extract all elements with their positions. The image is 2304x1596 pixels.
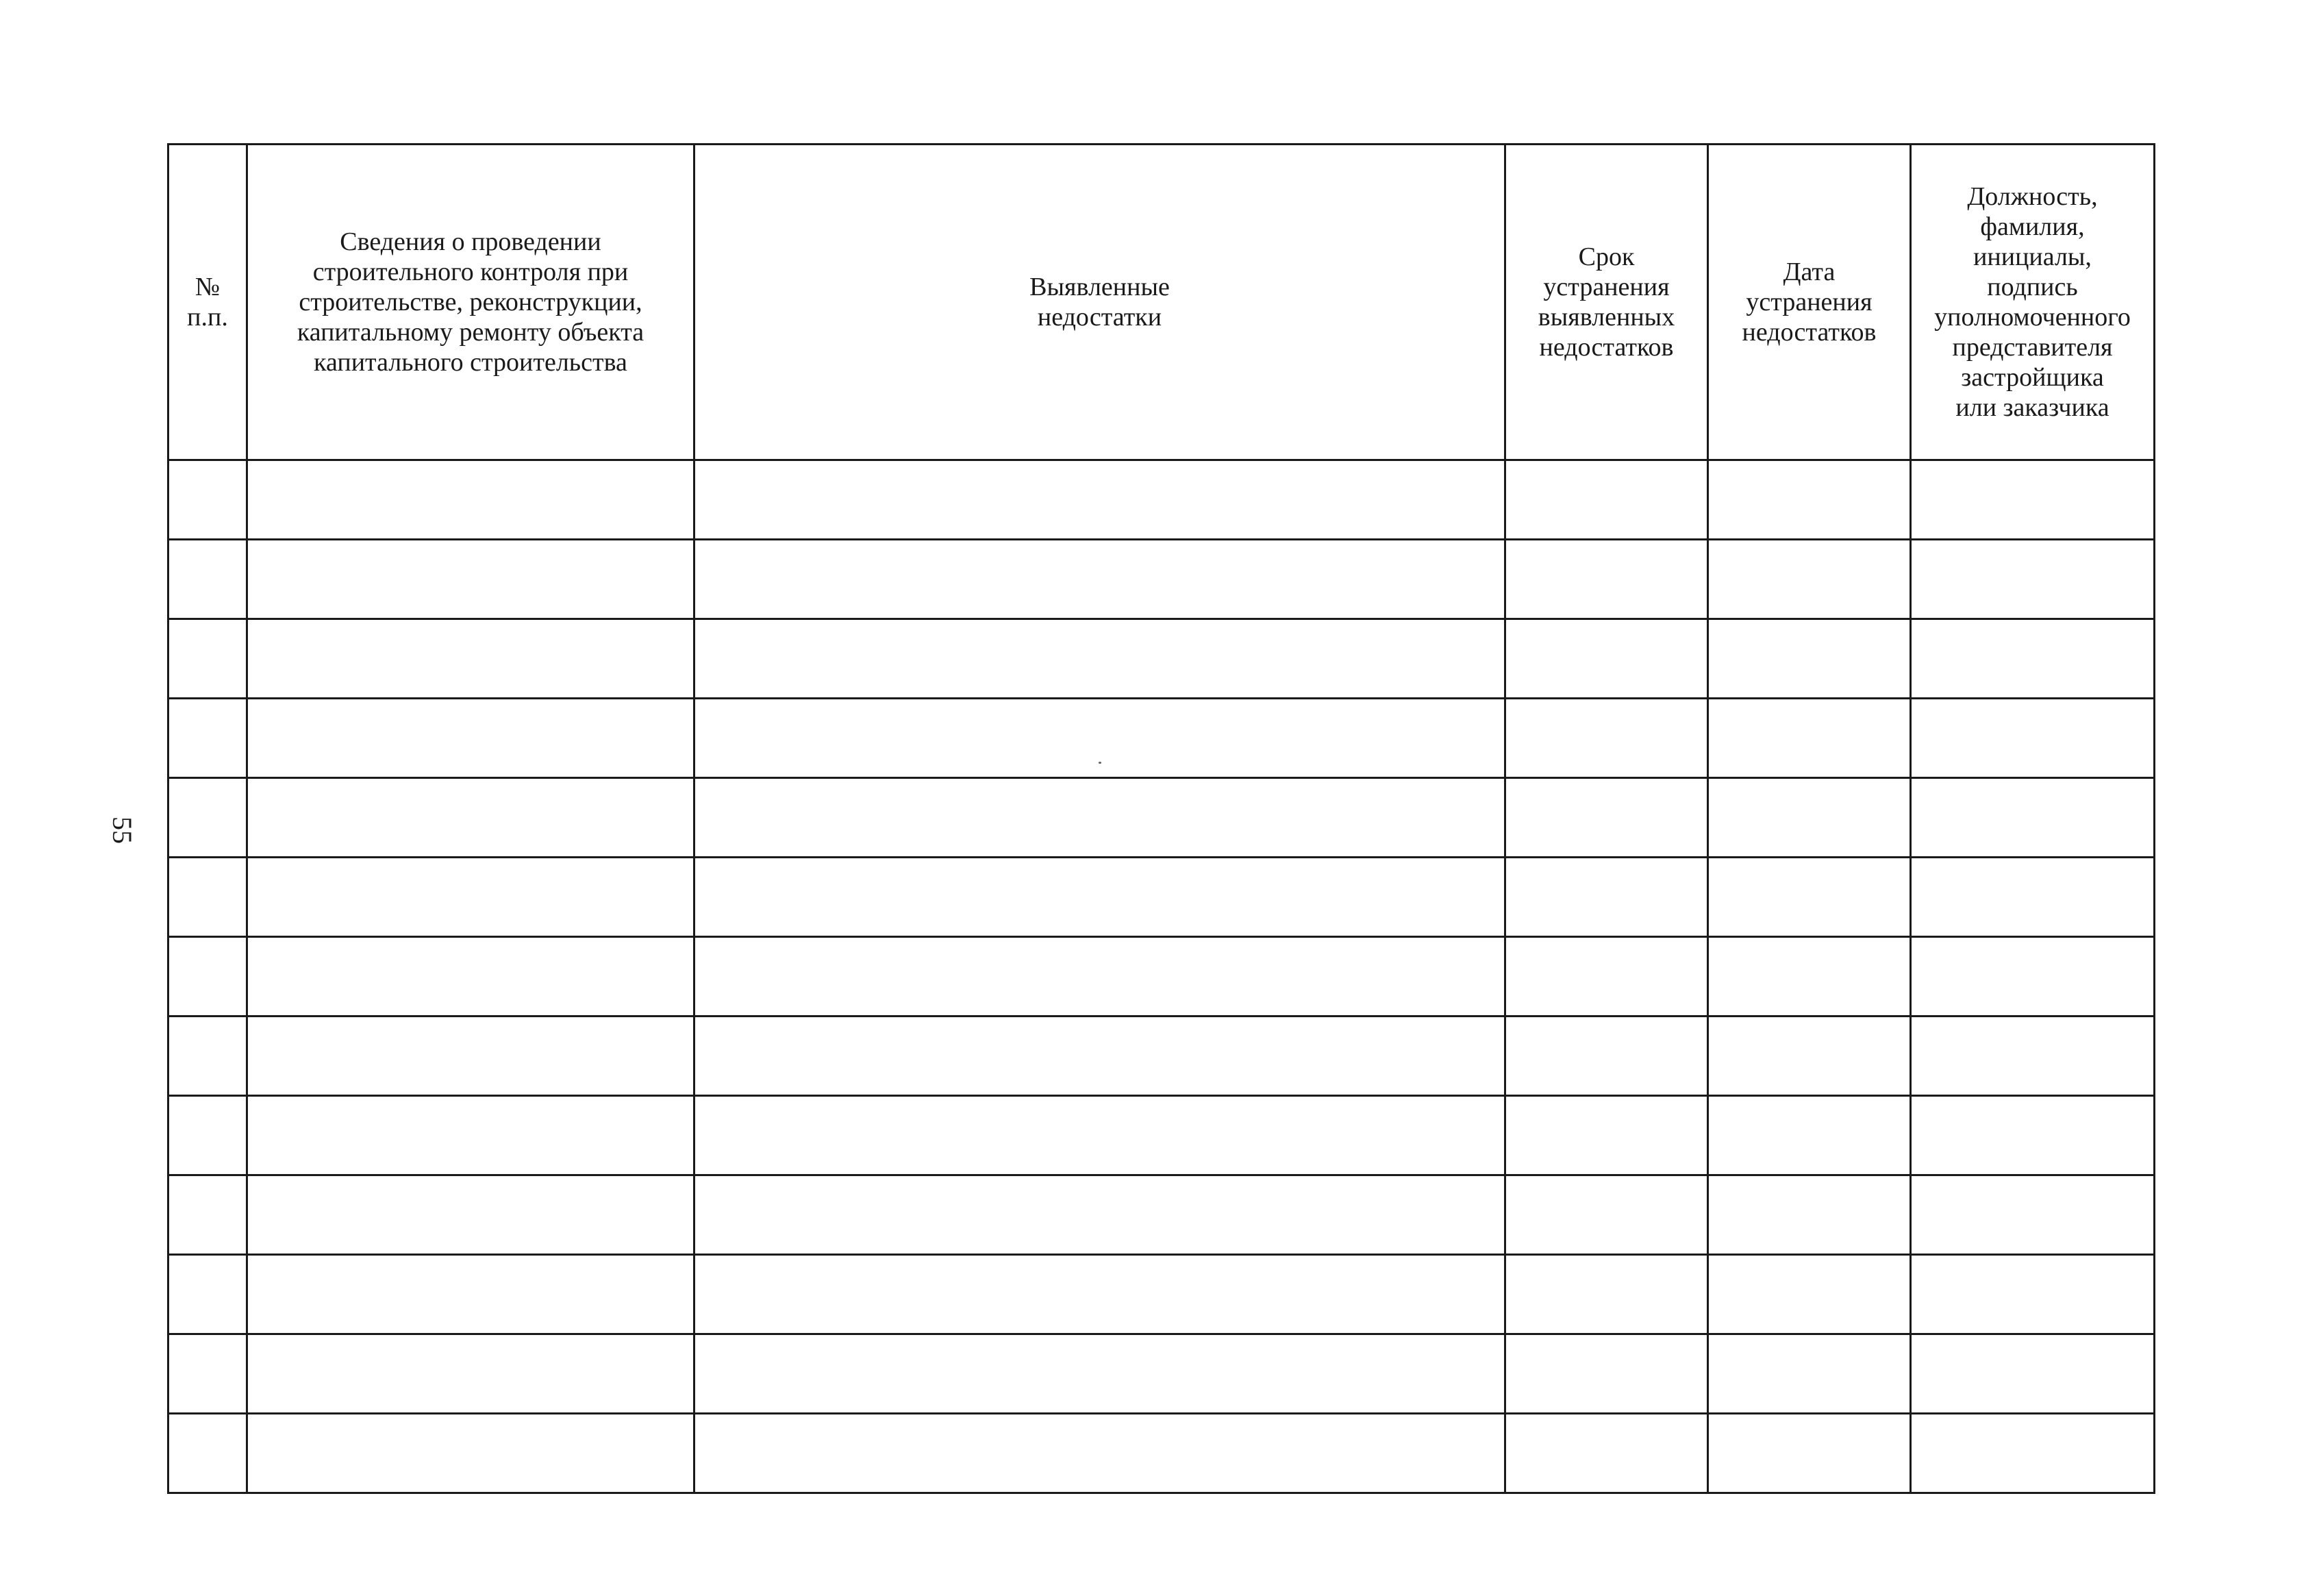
table-cell (168, 1334, 247, 1414)
table-cell (1708, 540, 1911, 619)
table-cell (1505, 1096, 1708, 1175)
table-body (168, 460, 2155, 1493)
table-cell (247, 858, 694, 937)
table-row (168, 937, 2155, 1017)
table-row (168, 1334, 2155, 1414)
table-cell (1505, 460, 1708, 540)
table-cell (1911, 1414, 2155, 1493)
table-cell (1708, 937, 1911, 1017)
header-elimination-date: Дата устранения недостатков (1708, 145, 1911, 460)
table-cell (1708, 1334, 1911, 1414)
table-cell (1708, 1255, 1911, 1334)
header-elimination-deadline: Срок устранения выявленных недостатков (1505, 145, 1708, 460)
table-cell (694, 1017, 1505, 1096)
table-cell (168, 1096, 247, 1175)
table-cell (1505, 937, 1708, 1017)
table-row (168, 1017, 2155, 1096)
table-cell (1505, 699, 1708, 778)
table-cell (694, 619, 1505, 699)
table-cell (247, 1255, 694, 1334)
table-cell (1911, 1334, 2155, 1414)
table-cell (694, 1414, 1505, 1493)
table-cell (168, 699, 247, 778)
page-number: 55 (107, 816, 138, 844)
table-cell (168, 937, 247, 1017)
table-cell (168, 778, 247, 858)
scan-speck (1099, 762, 1101, 764)
table-row (168, 1255, 2155, 1334)
table-cell (1505, 540, 1708, 619)
table-cell (1708, 1414, 1911, 1493)
table-cell (247, 1017, 694, 1096)
table-cell (1708, 1175, 1911, 1255)
table-cell (1708, 460, 1911, 540)
table-cell (1505, 1255, 1708, 1334)
table-header-row (168, 145, 2155, 460)
table-cell (247, 1175, 694, 1255)
table-cell (1505, 778, 1708, 858)
table-cell (694, 1255, 1505, 1334)
table-cell (168, 858, 247, 937)
table-cell (168, 1414, 247, 1493)
table-cell (694, 540, 1505, 619)
table-cell (168, 1255, 247, 1334)
table-cell (694, 937, 1505, 1017)
table-cell (1708, 858, 1911, 937)
table-cell (1911, 460, 2155, 540)
table-cell (1911, 778, 2155, 858)
table-cell (247, 699, 694, 778)
table-cell (694, 460, 1505, 540)
header-number: № п.п. (168, 145, 247, 460)
table-row (168, 1414, 2155, 1493)
table-cell (168, 1175, 247, 1255)
table-cell (1708, 699, 1911, 778)
table-cell (1505, 1334, 1708, 1414)
table-cell (247, 540, 694, 619)
table-row (168, 699, 2155, 778)
table-cell (1911, 1255, 2155, 1334)
table-row (168, 619, 2155, 699)
table-cell (1505, 1175, 1708, 1255)
table-cell (247, 778, 694, 858)
table-row (168, 1175, 2155, 1255)
table-cell (168, 1017, 247, 1096)
table-cell (168, 460, 247, 540)
table-cell (168, 540, 247, 619)
header-identified-defects: Выявленные недостатки (694, 145, 1505, 460)
table-cell (1911, 1175, 2155, 1255)
table-row (168, 858, 2155, 937)
table-cell (247, 937, 694, 1017)
table-cell (1911, 1096, 2155, 1175)
table-cell (694, 778, 1505, 858)
table-row (168, 778, 2155, 858)
table-cell (1911, 699, 2155, 778)
table-cell (1505, 1017, 1708, 1096)
table-cell (694, 1096, 1505, 1175)
table-cell (1708, 619, 1911, 699)
header-representative-signature: Должность, фамилия, инициалы, подпись уполномоченного представителя застройщика или заказчика (1911, 145, 2155, 460)
table-cell (1911, 540, 2155, 619)
table-cell (1708, 778, 1911, 858)
table-cell (168, 619, 247, 699)
table-cell (247, 619, 694, 699)
header-construction-control-info: Сведения о проведении строительного контроля при строительстве, реконструкции, капитальному ремонту объекта капитального строительства (247, 145, 694, 460)
table-cell (1505, 619, 1708, 699)
table-cell (1911, 619, 2155, 699)
table-cell (1911, 1017, 2155, 1096)
table-cell (1911, 937, 2155, 1017)
table-cell (247, 460, 694, 540)
table-cell (247, 1334, 694, 1414)
table-cell (1505, 858, 1708, 937)
table-cell (247, 1414, 694, 1493)
table-cell (694, 858, 1505, 937)
table-cell (1708, 1017, 1911, 1096)
table-row (168, 1096, 2155, 1175)
table-cell (247, 1096, 694, 1175)
table-cell (1911, 858, 2155, 937)
table-row (168, 540, 2155, 619)
table-cell (694, 699, 1505, 778)
defects-table (167, 143, 2155, 1494)
table-cell (1505, 1414, 1708, 1493)
table-cell (694, 1334, 1505, 1414)
table-cell (694, 1175, 1505, 1255)
table-cell (1708, 1096, 1911, 1175)
table-row (168, 460, 2155, 540)
